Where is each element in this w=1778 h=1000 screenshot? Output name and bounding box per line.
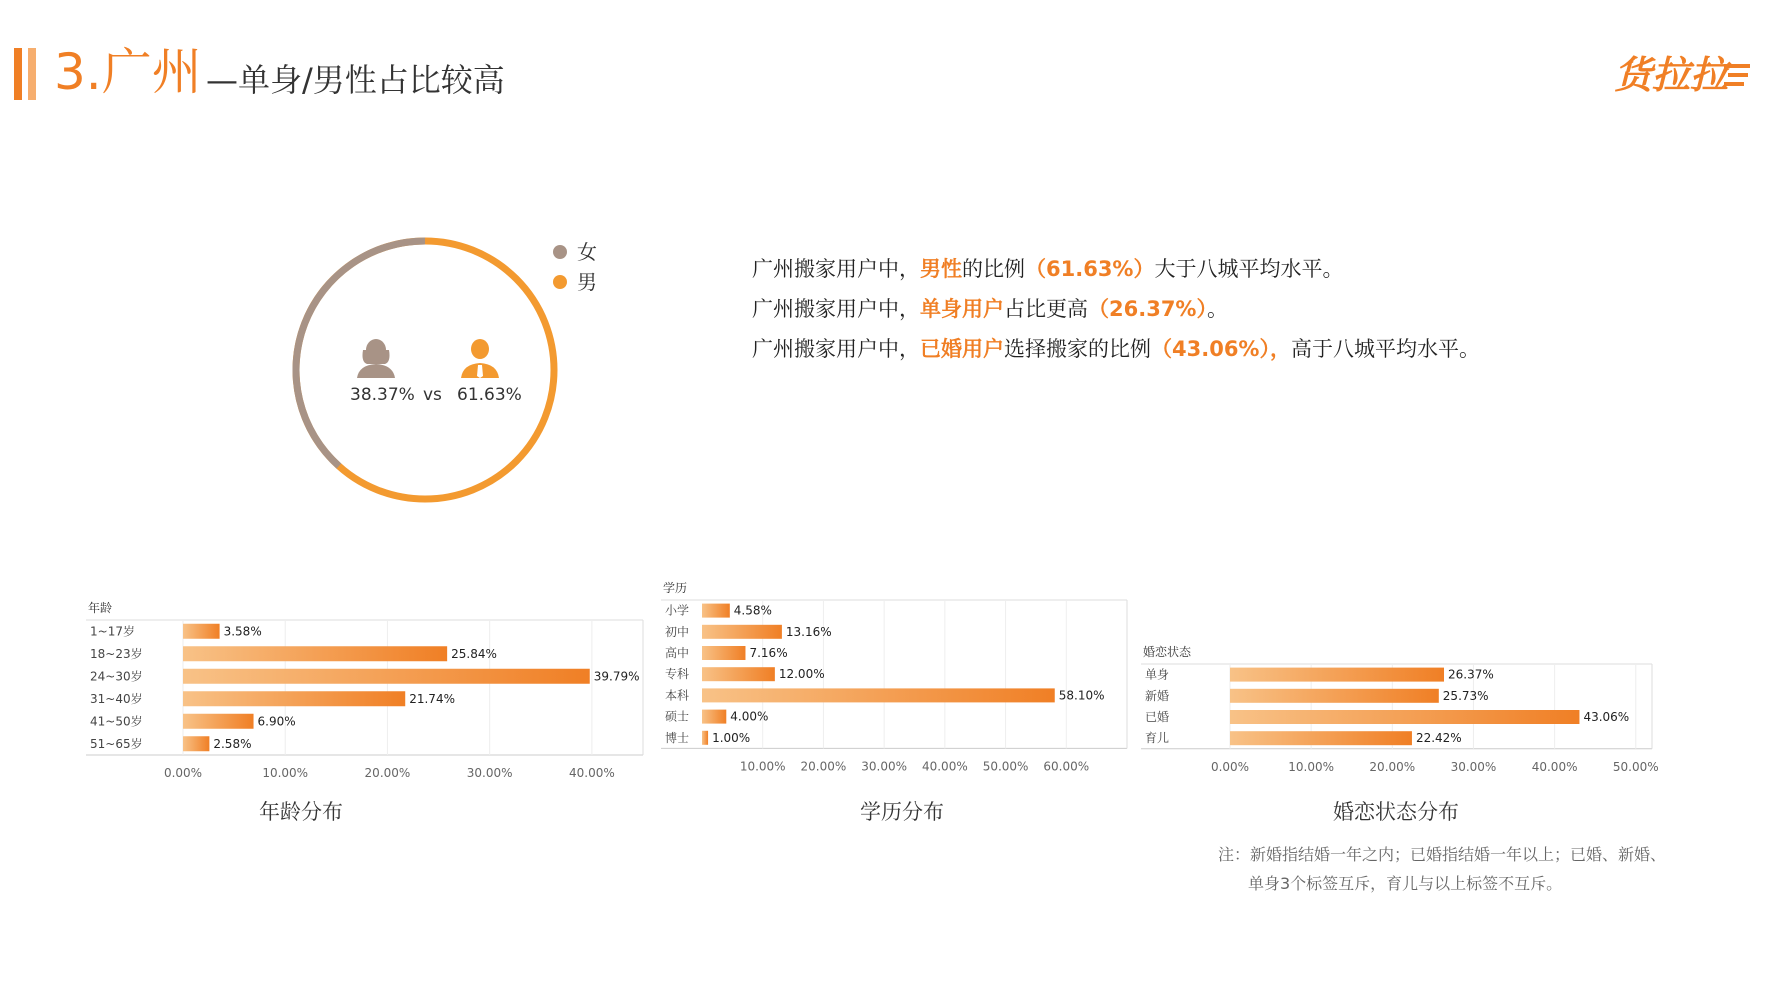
legend-female xyxy=(553,236,597,265)
desc2-prefix: 广州搬家用户中， xyxy=(752,297,920,321)
bar-value-label: 6.90% xyxy=(257,714,296,729)
desc1-prefix: 广州搬家用户中， xyxy=(752,257,920,281)
x-tick-label: 30.00% xyxy=(466,766,513,780)
category-label: 高中 xyxy=(665,646,690,660)
desc3-highlight: 已婚用户 xyxy=(920,337,1004,361)
footnote-line-2: 单身3个标签互斥，育儿与以上标签不互斥。 xyxy=(1248,874,1563,893)
bar-value-label: 22.42% xyxy=(1415,731,1462,746)
x-tick-label: 20.00% xyxy=(1369,759,1416,774)
title-accent-bar xyxy=(14,48,22,100)
desc2-highlight: 单身用户 xyxy=(920,297,1004,321)
x-tick-label: 60.00% xyxy=(1043,759,1090,774)
category-label: 初中 xyxy=(665,624,690,639)
desc3-middle: 选择搬家的比例 xyxy=(1004,337,1151,361)
bar xyxy=(183,669,590,684)
legend-male-dot xyxy=(553,275,567,289)
bar xyxy=(702,667,775,681)
vs-text: vs xyxy=(423,385,442,405)
bar-value-label: 39.79% xyxy=(593,669,640,684)
bar xyxy=(702,731,708,745)
axis-header: 学历 xyxy=(663,581,688,595)
bar-value-label: 43.06% xyxy=(1583,710,1630,724)
marital-bar-chart xyxy=(1140,644,1660,784)
category-label: 单身 xyxy=(1145,667,1170,682)
description-line-1 xyxy=(752,254,1343,284)
bar-value-label: 4.58% xyxy=(733,603,772,618)
bar xyxy=(1230,689,1439,703)
x-tick-label: 20.00% xyxy=(364,766,411,780)
bar-value-label: 25.84% xyxy=(451,646,497,661)
page-title: 3.广州 xyxy=(54,43,202,101)
category-label: 博士 xyxy=(665,730,690,745)
category-label: 硕士 xyxy=(665,709,690,724)
bar-value-label: 1.00% xyxy=(712,730,751,745)
bar xyxy=(702,688,1055,702)
huolala-logo xyxy=(1612,42,1752,102)
bar xyxy=(1230,710,1579,724)
x-tick-label: 30.00% xyxy=(1450,759,1497,774)
desc2-suffix: 。 xyxy=(1206,297,1228,321)
bar xyxy=(183,714,254,729)
logo-text: 货拉拉 xyxy=(1614,53,1729,97)
bar-value-label: 7.16% xyxy=(749,646,788,660)
category-label: 已婚 xyxy=(1145,710,1170,724)
gender-donut-chart xyxy=(280,225,570,515)
x-tick-label: 30.00% xyxy=(861,759,908,774)
education-chart-caption: 学历分布 xyxy=(860,800,944,824)
x-tick-label: 50.00% xyxy=(982,759,1029,774)
bar-value-label: 21.74% xyxy=(409,691,455,706)
bar xyxy=(183,736,209,751)
category-label: 1~17岁 xyxy=(90,624,135,639)
bar-value-label: 12.00% xyxy=(778,667,825,682)
axis-header: 婚恋状态 xyxy=(1143,645,1192,659)
desc1-value: （61.63%） xyxy=(1025,257,1155,281)
x-tick-label: 10.00% xyxy=(739,759,786,774)
category-label: 31~40岁 xyxy=(90,691,143,706)
bar-value-label: 2.58% xyxy=(213,736,252,751)
bar-value-label: 26.37% xyxy=(1448,667,1494,682)
bar-value-label: 4.00% xyxy=(730,709,769,724)
desc3-value: （43.06%）， xyxy=(1151,337,1291,361)
age-bar-chart xyxy=(85,592,645,784)
bar xyxy=(1230,731,1412,745)
legend-male-label: 男 xyxy=(577,270,597,294)
category-label: 18~23岁 xyxy=(90,646,143,661)
category-label: 24~30岁 xyxy=(90,669,143,684)
category-label: 41~50岁 xyxy=(90,714,143,729)
bar xyxy=(183,624,220,639)
bar-value-label: 58.10% xyxy=(1058,688,1105,703)
x-tick-label: 40.00% xyxy=(1531,759,1578,774)
x-tick-label: 20.00% xyxy=(800,759,847,774)
category-label: 新婚 xyxy=(1145,688,1170,703)
x-tick-label: 0.00% xyxy=(163,766,203,780)
x-tick-label: 40.00% xyxy=(569,766,615,780)
desc1-middle: 的比例 xyxy=(962,257,1025,281)
bar xyxy=(702,604,730,618)
x-tick-label: 0.00% xyxy=(1210,759,1250,774)
marital-chart-caption: 婚恋状态分布 xyxy=(1333,800,1459,824)
footnote-line-1: 注：新婚指结婚一年之内；已婚指结婚一年以上；已婚、新婚、 xyxy=(1218,845,1667,864)
male-percentage: 61.63% xyxy=(457,385,522,405)
title-accent-bar-light xyxy=(28,48,36,100)
legend-male xyxy=(553,266,597,295)
legend-female-label: 女 xyxy=(577,240,597,264)
desc1-highlight: 男性 xyxy=(920,257,962,281)
bar xyxy=(1230,668,1444,682)
bar xyxy=(702,710,726,724)
category-label: 本科 xyxy=(665,688,690,703)
x-tick-label: 10.00% xyxy=(262,766,309,780)
desc2-value: （26.37%） xyxy=(1088,297,1207,321)
education-bar-chart xyxy=(660,580,1136,784)
male-user-icon xyxy=(459,336,501,378)
female-user-icon xyxy=(355,336,397,378)
category-label: 小学 xyxy=(665,603,690,618)
legend-female-dot xyxy=(553,245,567,259)
desc2-middle: 占比更高 xyxy=(1004,297,1088,321)
category-label: 育儿 xyxy=(1145,731,1170,746)
bar xyxy=(702,625,782,639)
age-chart-caption: 年龄分布 xyxy=(259,800,343,824)
x-tick-label: 40.00% xyxy=(921,759,968,774)
description-line-3 xyxy=(752,334,1480,364)
bar xyxy=(183,691,405,706)
category-label: 51~65岁 xyxy=(90,736,143,751)
bar-value-label: 3.58% xyxy=(223,624,262,639)
desc3-suffix: 高于八城平均水平。 xyxy=(1290,337,1480,361)
x-tick-label: 10.00% xyxy=(1288,759,1335,774)
description-line-2 xyxy=(752,294,1228,324)
bar-value-label: 13.16% xyxy=(785,624,832,639)
desc3-prefix: 广州搬家用户中， xyxy=(752,337,920,361)
axis-header: 年龄 xyxy=(88,601,113,615)
female-percentage: 38.37% xyxy=(350,385,415,405)
page-subtitle: —单身/男性占比较高 xyxy=(206,61,505,99)
bar xyxy=(702,646,745,660)
category-label: 专科 xyxy=(665,667,690,682)
bar xyxy=(183,646,447,661)
bar-value-label: 25.73% xyxy=(1442,688,1489,703)
desc1-suffix: 大于八城平均水平。 xyxy=(1154,257,1344,281)
x-tick-label: 50.00% xyxy=(1612,759,1659,774)
